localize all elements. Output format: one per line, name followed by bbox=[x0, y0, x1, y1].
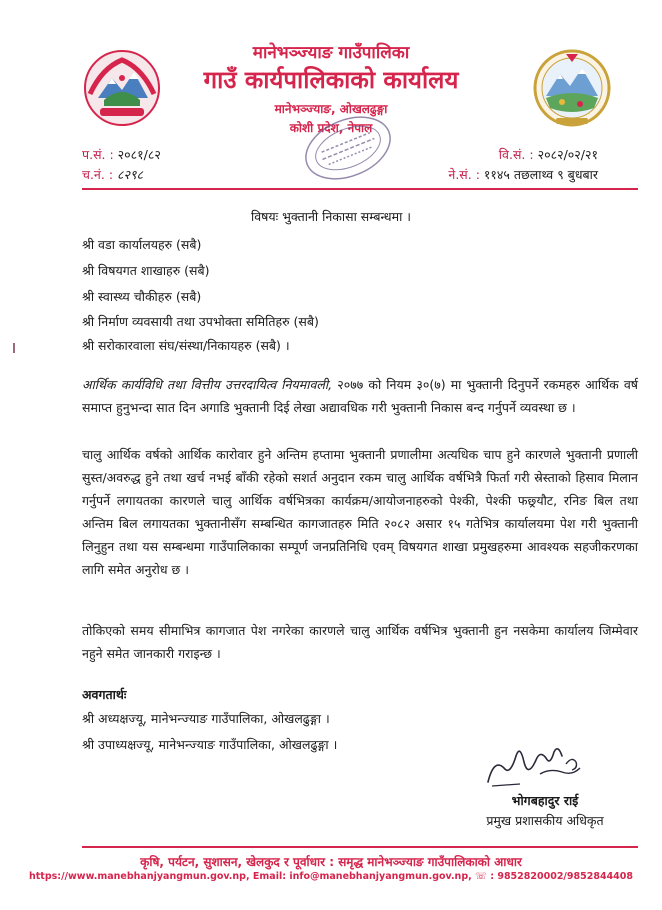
chalani-number: च.नं. : ८२९८ bbox=[82, 167, 144, 182]
office-province: कोशी प्रदेश, नेपाल bbox=[289, 121, 373, 135]
municipality-logo-icon bbox=[532, 48, 612, 128]
municipality-name: मानेभञ्ज्याङ गाउँपालिका bbox=[252, 43, 410, 63]
recipient-line: श्री स्वास्थ्य चौकीहरु (सबै) bbox=[82, 289, 202, 304]
date-value: २०८२/०२/२१ bbox=[537, 147, 598, 162]
chalani-label: च.नं. bbox=[82, 167, 105, 182]
margin-mark bbox=[13, 343, 15, 353]
cc-heading: अवगतार्थः bbox=[82, 687, 127, 702]
recipient-line: श्री विषयगत शाखाहरु (सबै) bbox=[82, 263, 210, 278]
chalani-value: ८२९८ bbox=[117, 167, 144, 182]
nesam-value: ११४५ तछलाथ्व ९ बुधबार bbox=[483, 167, 598, 182]
nepal-emblem-icon bbox=[82, 48, 162, 128]
date-label: वि.सं. bbox=[498, 147, 526, 162]
office-title: गाउँ कार्यपालिकाको कार्यालय bbox=[203, 66, 459, 94]
cc-item: श्री अध्यक्षज्यू, मानेभन्ज्याङ गाउँपालिका, ओखलढुङ्गा । bbox=[82, 711, 330, 726]
office-stamp-icon bbox=[298, 108, 398, 188]
footer-divider bbox=[82, 846, 638, 848]
signatory-name: भोगबहादुर राई bbox=[511, 793, 579, 808]
recipient-line: श्री निर्माण व्यवसायी तथा उपभोक्ता समितिहरु (सबै) bbox=[82, 314, 319, 329]
body-paragraph-3: तोकिएको समय सीमाभित्र कागजात पेश नगरेका कारणले चालु आर्थिक वर्षभित्र भुक्तानी हुन नसकेमा कार्यालय जिम्मेवार नहुने समेत जानकारी गराइन्छ । bbox=[82, 623, 638, 661]
nesam-label: ने.सं. bbox=[448, 167, 472, 182]
office-location: मानेभञ्ज्याङ, ओखलढुङ्गा bbox=[274, 102, 388, 116]
footer-motto: कृषि, पर्यटन, सुशासन, खेलकुद र पूर्वाधार : समृद्ध मानेभञ्ज्याङ गाउँपालिकाको आधार bbox=[140, 855, 522, 869]
signatory-title: प्रमुख प्रशासकीय अधिकृत bbox=[486, 813, 604, 828]
handwritten-signature-icon bbox=[480, 738, 590, 790]
body-paragraph-2: चालु आर्थिक वर्षको आर्थिक कारोवार हुने अन्तिम हप्तामा भुक्तानी प्रणालीमा अत्यधिक चाप हुने कारणले भुक्तानी प्रणाली सुस्त/अवरुद्ध हुने तथा खर्च नभई बाँकी रहेको सशर्त अनुदान रकम चालु आर्थिक वर्षभित्रै फिर्ता गरी स्रेस्ताको हिसाव मिलान गर्नुपर्ने लगायतका कारणले चालु आर्थिक वर्षभित्रका कार्यक्रम/आयोजनाहरुको पेश्की, पेश्की फछ्र्यौट, रनिङ बिल तथा अन्तिम बिल लगायतका भुक्तानीसँग सम्बन्धित कागजातहरु मिति २०८२ असार १५ गतेभित्र कार्यालयमा पेश गरी भुक्तानी लिनुहुन तथा यस सम्बन्धमा गाउँपालिकाका सम्पूर्ण जनप्रतिनिधि एवम् विषयगत शाखा प्रमुखहरुमा आवश्यक सहजीकरणका लागि समेत अनुरोध छ । bbox=[82, 447, 638, 577]
paragraph-text: २०७७ को नियम ३०(७) मा भुक्तानी दिनुपर्ने रकमहरु आर्थिक वर्ष समाप्त हुनुभन्दा सात दिन अगाडि भुक्तानी दिई लेखा अद्यावधिक गरी भुक्तानी निकास बन्द गर्नुपर्ने व्यवस्था छ । bbox=[82, 377, 638, 415]
issue-date: वि.सं. : २०८२/०२/२१ bbox=[498, 147, 598, 162]
cc-item: श्री उपाध्यक्षज्यू, मानेभन्ज्याङ गाउँपालिका, ओखलढुङ्गा । bbox=[82, 737, 338, 752]
nepal-sambat-date: ने.सं. : ११४५ तछलाथ्व ९ बुधबार bbox=[448, 167, 598, 182]
recipient-line: श्री वडा कार्यालयहरु (सबै) bbox=[82, 237, 202, 252]
patra-sankhya: प.सं. : २०८१/८२ bbox=[82, 147, 161, 162]
letter-subject: विषयः भुक्तानी निकासा सम्बन्धमा । bbox=[250, 209, 412, 224]
patra-value: २०८१/८२ bbox=[117, 147, 161, 162]
header-divider bbox=[82, 188, 638, 190]
recipient-line: श्री सरोकारवाला संघ/संस्था/निकायहरु (सबै) । bbox=[82, 338, 290, 353]
body-paragraph-1 bbox=[82, 373, 638, 419]
patra-label: प.सं. bbox=[82, 147, 106, 162]
footer-contact: https://www.manebhanjyangmun.gov.np, Email: info@manebhanjyangmun.gov.np, ☏ : 9852820002/9852844408 bbox=[28, 871, 634, 882]
regulation-name: आर्थिक कार्यविधि तथा वित्तीय उत्तरदायित्व नियमावली, bbox=[82, 377, 333, 392]
